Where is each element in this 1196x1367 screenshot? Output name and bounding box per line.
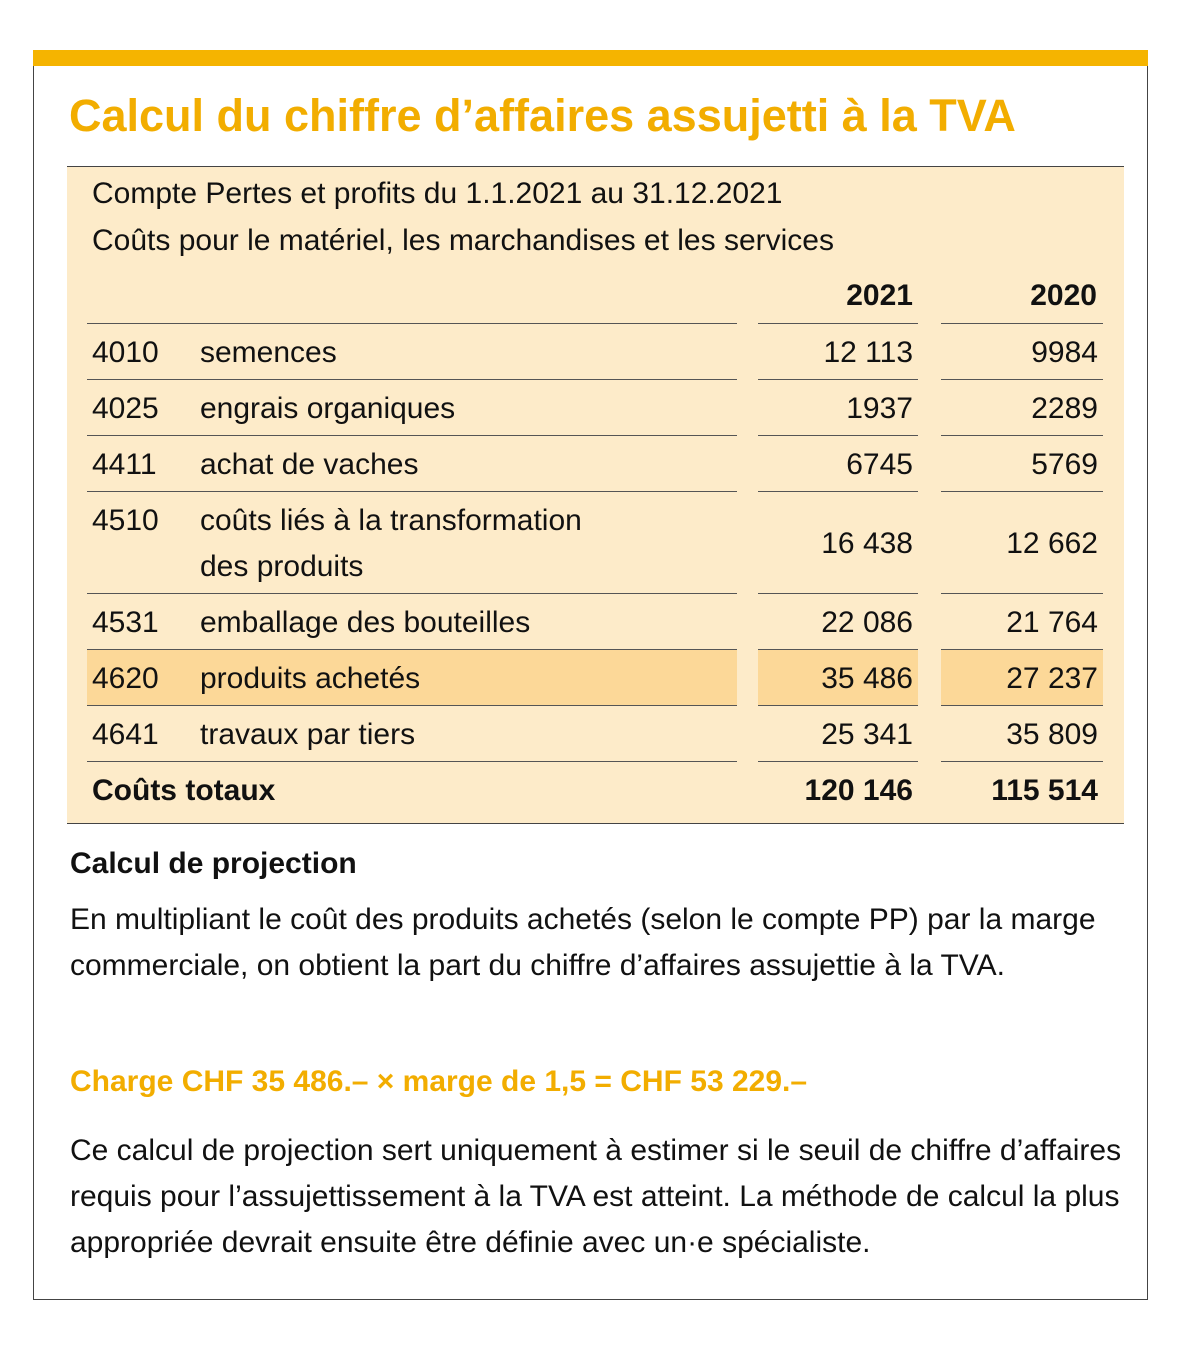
table-row [67,435,1124,491]
account-label: achat de vaches [200,448,419,481]
value-2020: 2289 [1031,392,1098,425]
value-2021: 22 086 [821,606,913,639]
total-label: Coûts totaux [92,774,276,807]
table-row-highlighted [67,649,1124,705]
value-2020: 5769 [1031,448,1098,481]
value-2021: 25 341 [821,718,913,751]
total-2020: 115 514 [991,774,1098,807]
account-label: coûts liés à la transformation des produits [200,504,582,583]
value-2021: 6745 [846,448,913,481]
info-box [33,50,1148,1300]
accent-bar [33,50,1148,66]
account-code: 4620 [92,662,159,695]
column-header-2021: 2021 [846,279,913,312]
projection-intro: En multipliant le coût des produits achetés (selon le compte PP) par la marge commerciale, on obtient la part du chiffre d’affaires assujettie à la TVA. [70,903,1096,982]
account-code: 4531 [92,606,159,639]
account-rows [67,323,1124,817]
value-2021: 1937 [846,392,913,425]
account-label: semences [200,336,337,369]
account-label: travaux par tiers [200,718,416,751]
column-header-2020: 2020 [1030,279,1097,312]
value-2020: 12 662 [1006,527,1098,560]
value-2020: 21 764 [1006,606,1098,639]
projection-heading: Calcul de projection [70,847,357,880]
account-code: 4510 [92,504,159,537]
projection-note: Ce calcul de projection sert uniquement à estimer si le seuil de chiffre d’affaires requis pour l’assujettissement à la TVA est atteint. La méthode de calcul la plus appropriée devrait ensuite être définie avec un·e spécialiste. [70,1134,1122,1259]
value-2020: 35 809 [1006,718,1098,751]
account-code: 4411 [92,448,157,481]
table-row [67,379,1124,435]
account-label: produits achetés [200,662,421,695]
value-2021: 12 113 [823,336,913,369]
account-subtitle: Compte Pertes et profits du 1.1.2021 au 31.12.2021 [92,177,783,210]
account-code: 4025 [92,392,159,425]
value-2020: 27 237 [1006,662,1098,695]
account-label: engrais organiques [200,392,456,425]
account-code: 4010 [92,336,159,369]
table-total-row [67,761,1124,817]
account-description: Coûts pour le matériel, les marchandises et les services [92,224,834,257]
total-2021: 120 146 [804,774,913,807]
table-row [67,705,1124,761]
account-label: emballage des bouteilles [200,606,531,639]
table-row [67,491,1124,593]
account-code: 4641 [92,718,159,751]
table-row [67,323,1124,379]
projection-formula: Charge CHF 35 486.– × marge de 1,5 = CHF 53 229.– [70,1065,808,1098]
value-2021: 35 486 [821,662,913,695]
page-title: Calcul du chiffre d’affaires assujetti à la TVA [69,90,1016,141]
account-table-panel [67,166,1124,824]
value-2021: 16 438 [821,527,913,560]
value-2020: 9984 [1031,336,1098,369]
table-row [67,593,1124,649]
